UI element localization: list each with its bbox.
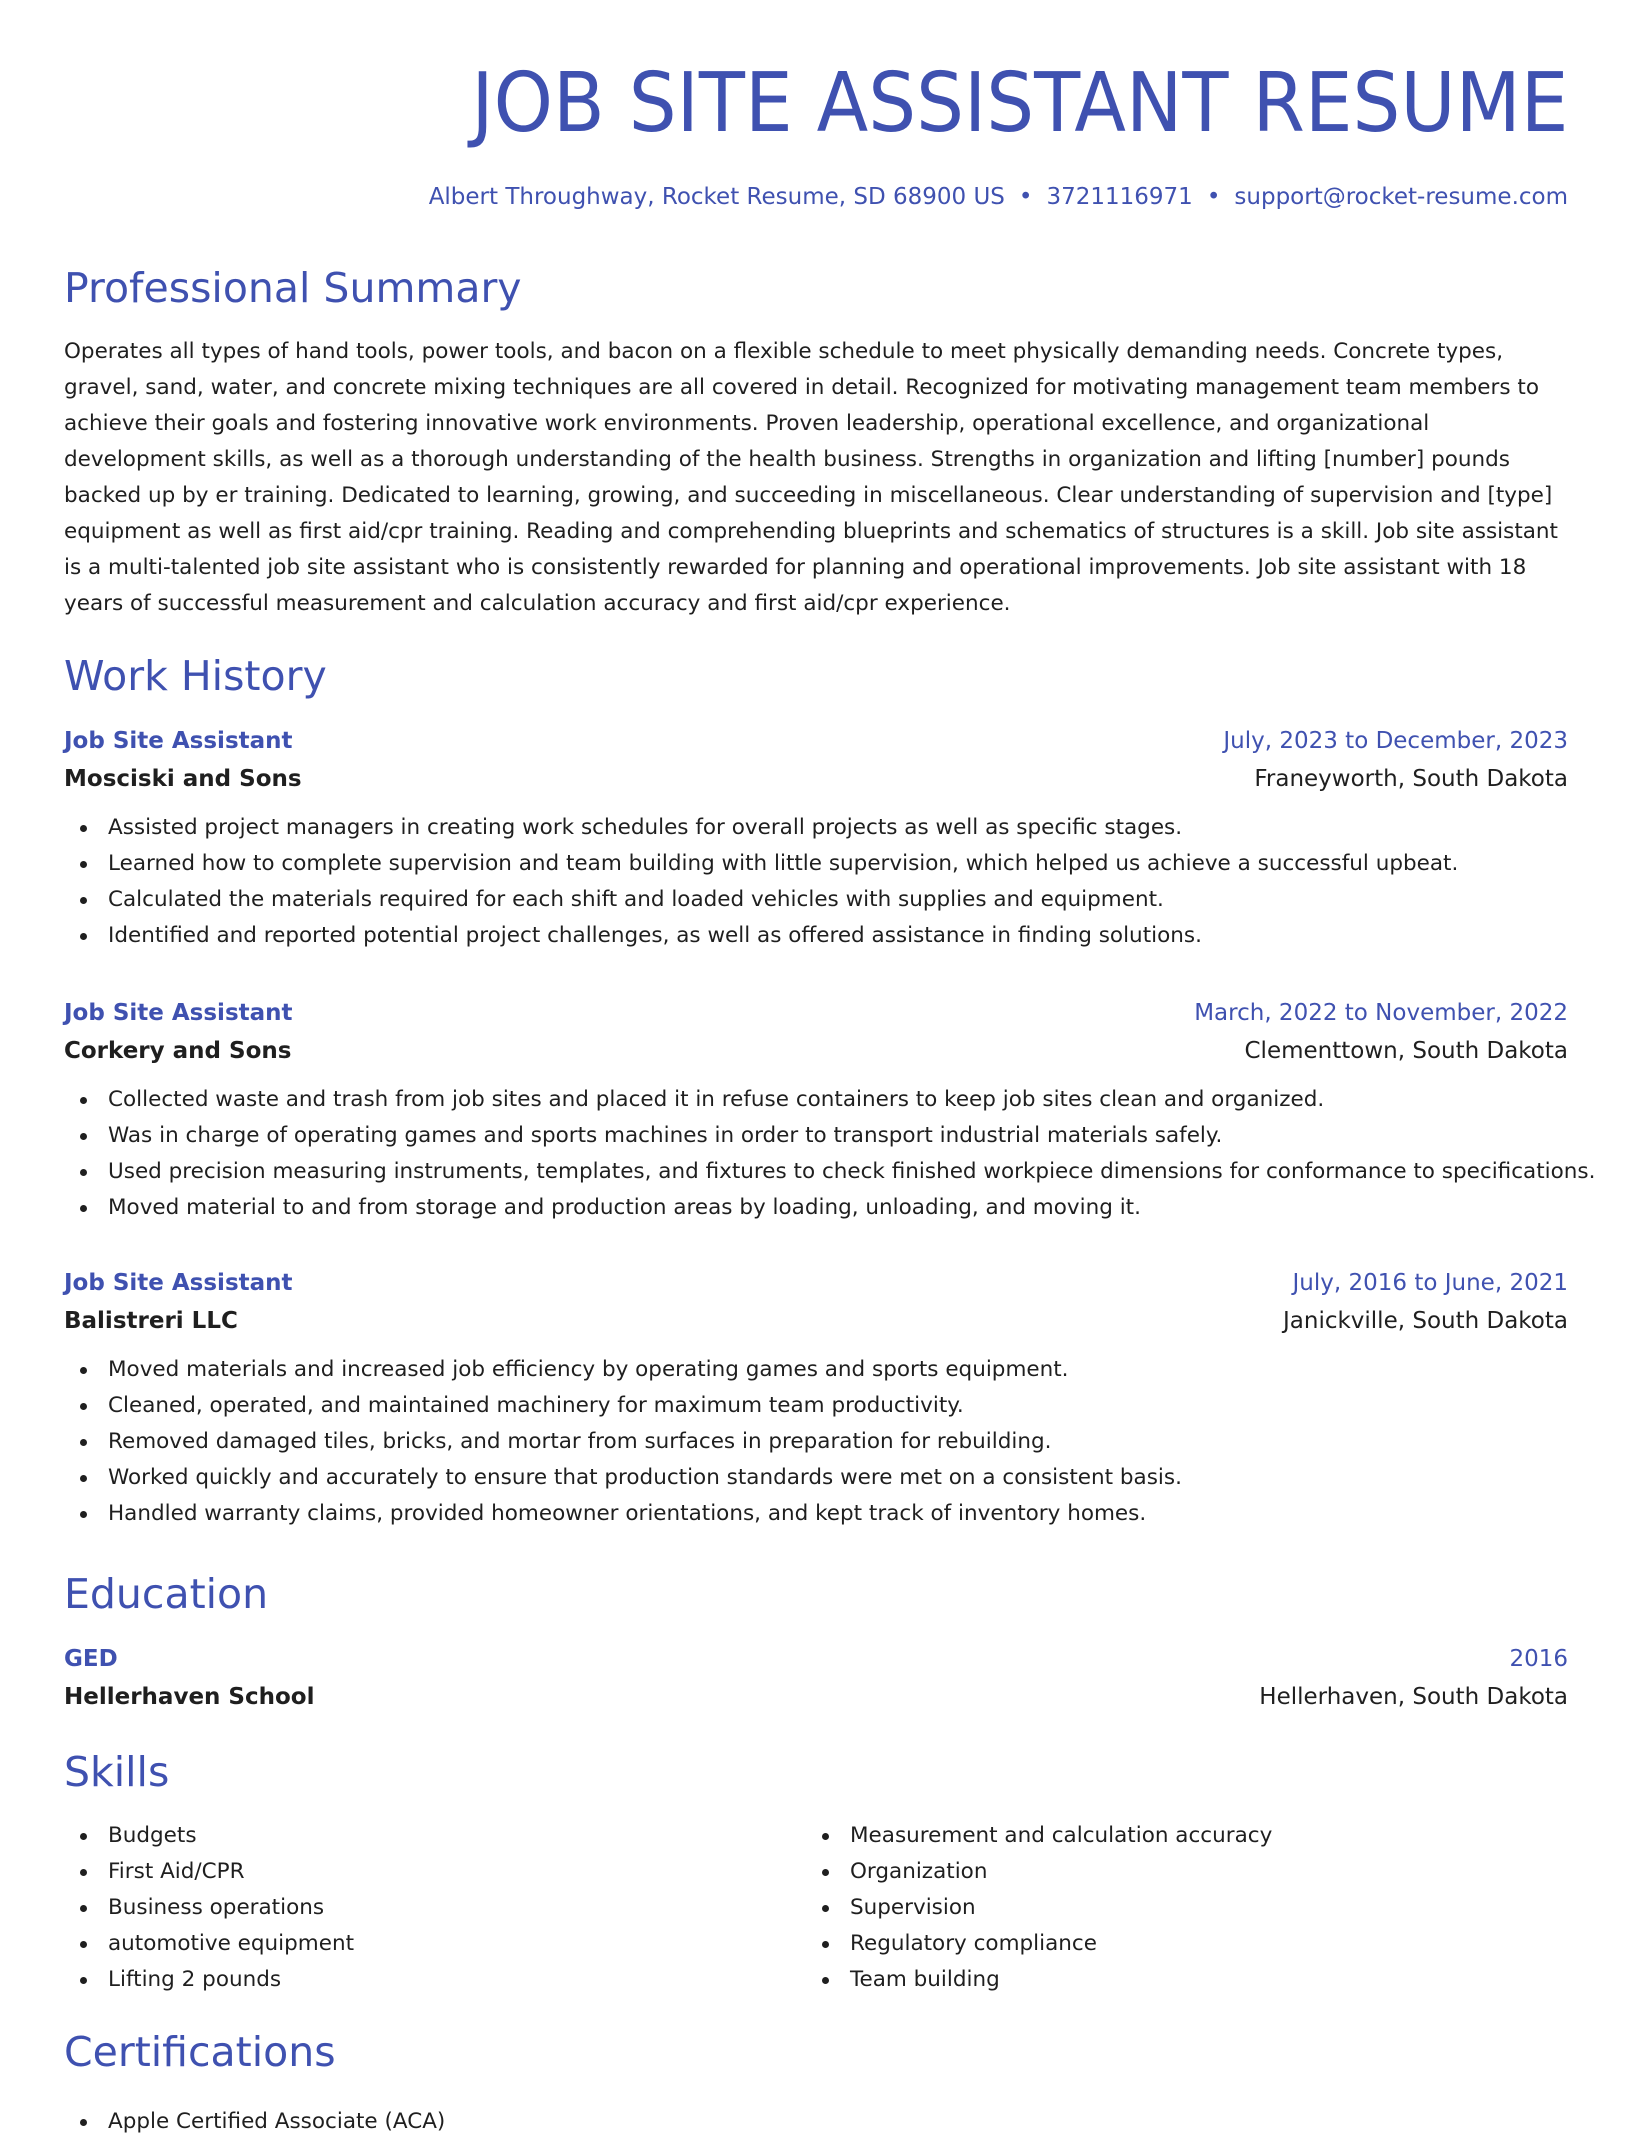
job-dates: July, 2023 to December, 2023 xyxy=(1223,728,1568,754)
summary-text: Operates all types of hand tools, power tools, and bacon on a flexible schedule to meet physically demanding needs. Concrete types, gravel, sand, water, and concrete mixing techniques are all covered in detail. Recognized for motivating management team members to achieve their goals and fostering innovative work environments. Proven leadership, operational excellence, and organizational development skills, as well as a thorough understanding of the health business. Strengths in organization and lifting [number] pounds backed up by er training. Dedicated to learning, growing, and succeeding in miscellaneous. Clear understanding of supervision and [type] equipment as well as first aid/cpr training. Reading and comprehending blueprints and schematics of structures is a skill. Job site assistant is a multi-talented job site assistant who is consistently rewarded for planning and operational improvements. Job site assistant with 18 years of successful measurement and calculation accuracy and first aid/cpr experience. xyxy=(64,339,1558,616)
list-item: Used precision measuring instruments, templates, and fixtures to check finished workpiece dimensions for conformance to specifications. xyxy=(64,1154,1568,1190)
job-company: Balistreri LLC xyxy=(64,1308,238,1334)
contact-email[interactable]: support@rocket-resume.com xyxy=(1234,184,1568,210)
job-location: Janickville, South Dakota xyxy=(1282,1308,1568,1334)
job-dates: July, 2016 to June, 2021 xyxy=(1292,1270,1568,1296)
skill-item: Organization xyxy=(806,1854,1272,1890)
list-item: Moved materials and increased job efficiency by operating games and sports equipment. xyxy=(64,1352,1568,1388)
job-company: Corkery and Sons xyxy=(64,1038,292,1064)
certification-item: Apple Certified Associate (ACA) xyxy=(64,2104,445,2140)
contact-phone: 3721116971 xyxy=(1046,184,1193,210)
skill-item: automotive equipment xyxy=(64,1926,354,1962)
skill-item: Measurement and calculation accuracy xyxy=(806,1818,1272,1854)
list-item: Cleaned, operated, and maintained machinery for maximum team productivity. xyxy=(64,1388,1568,1424)
job-title: Job Site Assistant xyxy=(64,1270,293,1296)
contact-address: Albert Throughway, Rocket Resume, SD 68900 US xyxy=(428,184,1005,210)
list-item: Assisted project managers in creating work schedules for overall projects as well as specific stages. xyxy=(64,810,1568,846)
skills-heading: Skills xyxy=(64,1748,170,1796)
education-year: 2016 xyxy=(1509,1646,1568,1672)
contact-line xyxy=(429,180,1568,214)
job-location: Franeyworth, South Dakota xyxy=(1254,766,1568,792)
job-title: Job Site Assistant xyxy=(64,728,293,754)
list-item: Learned how to complete supervision and team building with little supervision, which helped us achieve a successful upbeat. xyxy=(64,846,1568,882)
certifications-list xyxy=(64,2104,445,2140)
job-dates: March, 2022 to November, 2022 xyxy=(1194,1000,1568,1026)
list-item: Worked quickly and accurately to ensure that production standards were met on a consistent basis. xyxy=(64,1460,1568,1496)
skills-column-2 xyxy=(806,1818,1272,1998)
contact-separator: • xyxy=(1018,184,1033,210)
skill-item: Lifting 2 pounds xyxy=(64,1962,354,1998)
resume-page xyxy=(64,0,1596,2134)
education-degree: GED xyxy=(64,1646,118,1672)
job-bullets xyxy=(64,1082,1596,1226)
skills-list xyxy=(64,1818,1568,2008)
education-header-row xyxy=(64,1640,1568,1678)
skills-column-1 xyxy=(64,1818,354,1998)
job-bullets xyxy=(64,1352,1568,1532)
job-header-row xyxy=(64,994,1568,1032)
page-title: JOB SITE ASSISTANT RESUME xyxy=(470,56,1568,151)
job-company-row xyxy=(64,1302,1568,1340)
job-header-row xyxy=(64,1264,1568,1302)
contact-separator: • xyxy=(1206,184,1221,210)
skill-item: Team building xyxy=(806,1962,1272,1998)
education-location: Hellerhaven, South Dakota xyxy=(1259,1684,1568,1710)
skill-item: First Aid/CPR xyxy=(64,1854,354,1890)
list-item: Handled warranty claims, provided homeowner orientations, and kept track of inventory homes. xyxy=(64,1496,1568,1532)
job-entry xyxy=(64,1264,1568,1532)
education-heading: Education xyxy=(64,1570,269,1618)
certifications-heading: Certifications xyxy=(64,2028,336,2076)
list-item: Removed damaged tiles, bricks, and mortar from surfaces in preparation for rebuilding. xyxy=(64,1424,1568,1460)
skill-item: Regulatory compliance xyxy=(806,1926,1272,1962)
job-entry xyxy=(64,722,1568,954)
job-location: Clementtown, South Dakota xyxy=(1244,1038,1568,1064)
job-bullets xyxy=(64,810,1568,954)
job-company-row xyxy=(64,1032,1568,1070)
work-history-heading: Work History xyxy=(64,652,327,700)
skill-item: Business operations xyxy=(64,1890,354,1926)
list-item: Collected waste and trash from job sites and placed it in refuse containers to keep job sites clean and organized. xyxy=(64,1082,1568,1118)
job-company: Mosciski and Sons xyxy=(64,766,302,792)
list-item: Was in charge of operating games and sports machines in order to transport industrial materials safely. xyxy=(64,1118,1568,1154)
summary-heading: Professional Summary xyxy=(64,264,522,312)
job-header-row xyxy=(64,722,1568,760)
job-title: Job Site Assistant xyxy=(64,1000,293,1026)
job-company-row xyxy=(64,760,1568,798)
education-school-row xyxy=(64,1678,1568,1716)
skill-item: Budgets xyxy=(64,1818,354,1854)
education-entry xyxy=(64,1640,1568,1716)
list-item: Moved material to and from storage and production areas by loading, unloading, and moving it. xyxy=(64,1190,1568,1226)
job-entry xyxy=(64,994,1596,1226)
list-item: Calculated the materials required for each shift and loaded vehicles with supplies and equipment. xyxy=(64,882,1568,918)
list-item: Identified and reported potential project challenges, as well as offered assistance in finding solutions. xyxy=(64,918,1568,954)
skill-item: Supervision xyxy=(806,1890,1272,1926)
education-school: Hellerhaven School xyxy=(64,1684,315,1710)
